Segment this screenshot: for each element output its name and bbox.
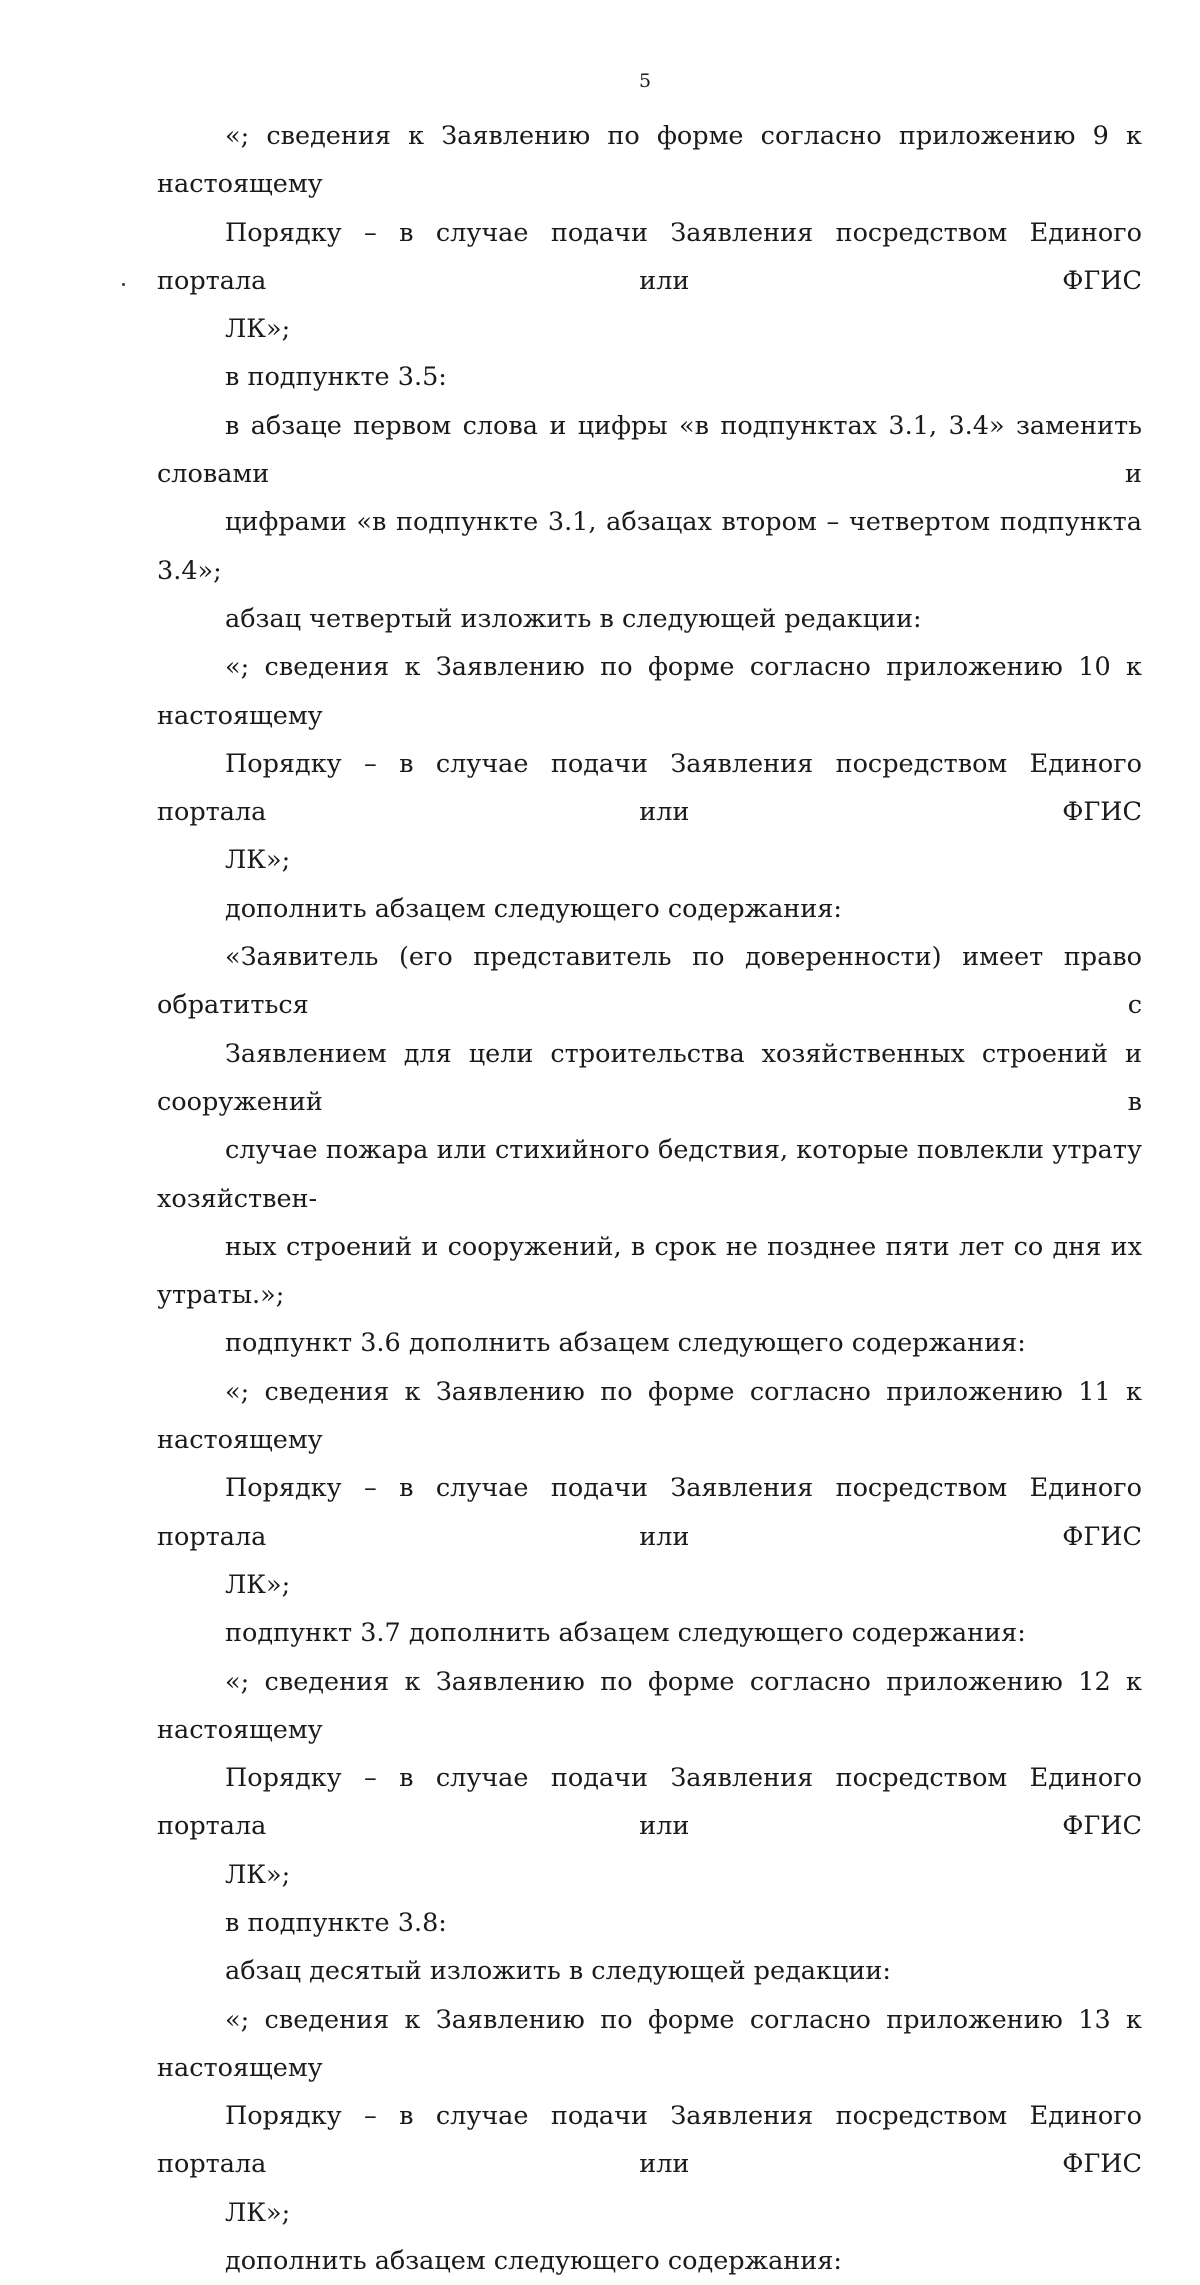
text-line: ных строений и сооружений, в срок не позднее пяти лет со дня их утраты.»;: [157, 1231, 1142, 1311]
text-line: Заявлением для цели строительства хозяйственных строений и сооружений в: [157, 1038, 1142, 1117]
text-line: ЛК»;: [225, 2197, 291, 2228]
scan-speck: [122, 283, 125, 286]
paragraph: [157, 1899, 1142, 1947]
text-line: в подпункте 3.5:: [225, 362, 447, 393]
text-line: «; сведения к Заявлению по форме согласно приложению 13 к настоящему: [157, 2004, 1142, 2083]
paragraph: [157, 885, 1142, 933]
text-line: «; сведения к Заявлению по форме согласно приложению 10 к настоящему: [157, 652, 1142, 731]
text-line: «; сведения к Заявлению по форме согласно приложению 11 к настоящему: [157, 1376, 1142, 1456]
text-line: подпункт 3.6 дополнить абзацем следующего содержания:: [225, 1328, 1026, 1359]
text-line: «Заявитель (его представитель по доверенности) имеет право обратиться с: [157, 942, 1142, 1021]
paragraph: [157, 595, 1142, 643]
paragraph: [157, 1609, 1142, 1657]
paragraph: [157, 933, 1142, 1319]
text-line: Порядку – в случае подачи Заявления посредством Единого портала или ФГИС: [157, 217, 1142, 296]
text-line: в абзаце первом слова и цифры «в подпунктах 3.1, 3.4» заменить словами и: [157, 410, 1142, 490]
paragraph: [157, 402, 1142, 595]
text-line: подпункт 3.7 дополнить абзацем следующего содержания:: [225, 1618, 1026, 1649]
text-line: цифрами «в подпункте 3.1, абзацах втором – четвертом подпункта 3.4»;: [157, 507, 1142, 586]
paragraph: [157, 112, 1142, 353]
paragraph: [157, 1319, 1142, 1367]
text-line: ЛК»;: [225, 1569, 291, 1600]
text-line: Порядку – в случае подачи Заявления посредством Единого портала или ФГИС: [157, 1473, 1142, 1552]
text-line: ЛК»;: [225, 314, 291, 345]
paragraph: [157, 2237, 1142, 2285]
paragraph: [157, 1996, 1142, 2237]
text-line: «; сведения к Заявлению по форме согласно приложению 12 к настоящему: [157, 1666, 1142, 1745]
paragraph: [157, 643, 1142, 884]
text-line: Порядку – в случае подачи Заявления посредством Единого портала или ФГИС: [157, 2101, 1142, 2180]
text-line: абзац четвертый изложить в следующей редакции:: [225, 603, 922, 634]
paragraph: [157, 1658, 1142, 1899]
text-line: дополнить абзацем следующего содержания:: [225, 893, 842, 924]
page-number: 5: [638, 70, 652, 92]
text-line: ЛК»;: [225, 1859, 291, 1890]
text-line: Порядку – в случае подачи Заявления посредством Единого портала или ФГИС: [157, 1763, 1142, 1842]
paragraph: [157, 1368, 1142, 1609]
text-line: в подпункте 3.8:: [225, 1907, 447, 1938]
paragraph: [157, 1947, 1142, 1995]
text-line: ЛК»;: [225, 845, 291, 876]
text-line: абзац десятый изложить в следующей редакции:: [225, 1956, 891, 1987]
text-line: «; сведения к Заявлению по форме согласно приложению 9 к настоящему: [157, 121, 1142, 200]
text-line: дополнить абзацем следующего содержания:: [225, 2246, 842, 2277]
paragraph: [157, 353, 1142, 401]
document-body: [157, 112, 1142, 2285]
text-line: Порядку – в случае подачи Заявления посредством Единого портала или ФГИС: [157, 748, 1142, 828]
text-line: случае пожара или стихийного бедствия, которые повлекли утрату хозяйствен-: [157, 1135, 1142, 1214]
